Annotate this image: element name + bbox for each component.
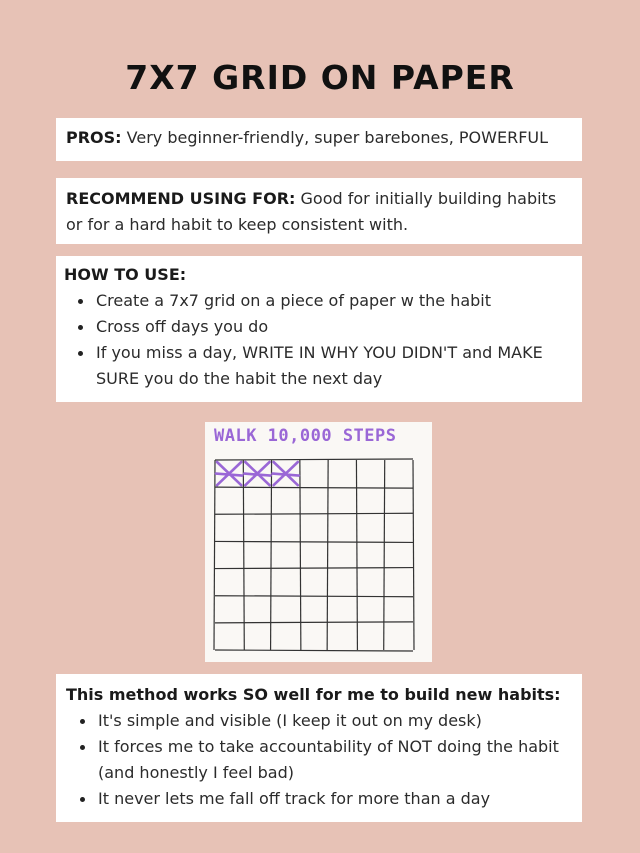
grid-line-horizontal	[215, 596, 413, 597]
grid-line-horizontal	[215, 568, 413, 569]
grid-line-vertical	[413, 460, 414, 650]
method-card	[56, 674, 582, 822]
crossed-day-mark	[244, 462, 270, 485]
grid-line-horizontal	[215, 513, 413, 514]
how-to-use-list	[64, 288, 574, 392]
list-item: Cross off days you do	[96, 314, 574, 340]
pros-text: Very beginner-friendly, super barebones, POWERFUL	[126, 128, 549, 147]
grid-line-vertical	[214, 460, 215, 650]
habit-grid-caption: WALK 10,000 STEPS	[214, 426, 397, 446]
how-to-use-heading: HOW TO USE:	[64, 265, 187, 284]
grid-line-vertical	[356, 460, 357, 650]
habit-grid-drawing	[205, 422, 432, 662]
recommend-text: Good for initially building habits or for a hard habit to keep consistent with.	[66, 189, 557, 234]
list-item: It forces me to take accountability of NOT doing the habit (and honestly I feel bad)	[98, 734, 572, 786]
list-item: It never lets me fall off track for more than a day	[98, 786, 572, 812]
grid-line-horizontal	[215, 459, 413, 460]
grid-line-horizontal	[215, 487, 413, 488]
grid-line-vertical	[271, 460, 272, 650]
list-item: It's simple and visible (I keep it out on my desk)	[98, 708, 572, 734]
pros-card	[56, 118, 582, 161]
list-item: Create a 7x7 grid on a piece of paper w the habit	[96, 288, 574, 314]
how-to-use-card	[56, 256, 582, 402]
crossed-day-mark	[216, 462, 242, 485]
list-item: If you miss a day, WRITE IN WHY YOU DIDN'T and MAKE SURE you do the habit the next day	[96, 340, 574, 392]
grid-line-vertical	[327, 460, 328, 650]
grid-line-vertical	[300, 460, 301, 650]
page-title: 7X7 GRID ON PAPER	[125, 58, 515, 97]
grid-line-horizontal	[215, 541, 413, 542]
crossed-day-mark	[273, 462, 299, 485]
grid-line-vertical	[243, 460, 244, 650]
method-list	[66, 708, 572, 812]
method-heading: This method works SO well for me to build new habits:	[66, 685, 561, 704]
recommend-label: RECOMMEND USING FOR:	[66, 189, 296, 208]
grid-line-horizontal	[215, 650, 413, 651]
pros-label: PROS:	[66, 128, 122, 147]
recommend-card	[56, 178, 582, 244]
